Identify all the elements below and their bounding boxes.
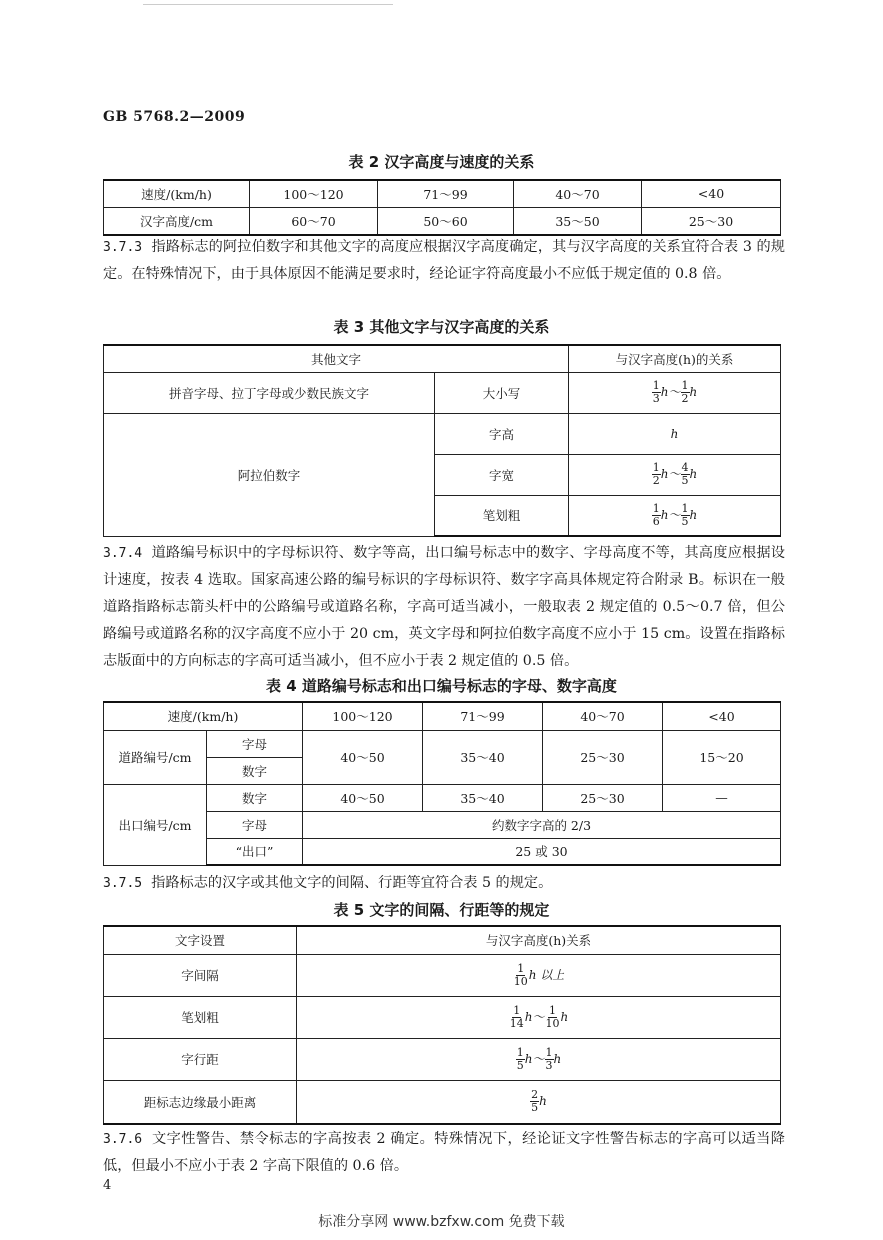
table5-relation-cell: $\frac{1}{10}$ h 以上 bbox=[297, 954, 781, 996]
paragraph-3-7-3 bbox=[103, 234, 785, 288]
fraction: $\frac{1}{10}$ bbox=[545, 1003, 560, 1030]
table4-head-cell: <40 bbox=[663, 702, 781, 730]
fraction: $\frac{1}{2}$ bbox=[652, 461, 660, 487]
table2-cell: 50～60 bbox=[378, 207, 514, 235]
table5-label-cell: 字间隔 bbox=[104, 954, 297, 996]
clause-number: 3.7.5 bbox=[103, 876, 143, 891]
table5-relation-cell: $\frac{1}{14}$ h～ $\frac{1}{10}$ h bbox=[297, 996, 781, 1038]
table4-caption: 表 4 道路编号标志和出口编号标志的字母、数字高度 bbox=[266, 677, 617, 695]
table5-caption: 表 5 文字的间隔、行距等的规定 bbox=[333, 901, 550, 919]
table3-caption: 表 3 其他文字与汉字高度的关系 bbox=[333, 318, 550, 336]
paragraph-text: 指路标志的阿拉伯数字和其他文字的高度应根据汉字高度确定，其与汉字高度的关系宜符合表 3 的规定。在特殊情况下，由于具体原因不能满足要求时，经论证字符高度最小不应低于规定值的 0.8 倍。 bbox=[103, 239, 785, 282]
table3-row bbox=[104, 345, 781, 372]
fraction: $\frac{2}{5}$ bbox=[531, 1088, 539, 1115]
table2-row bbox=[104, 207, 781, 235]
paragraph-3-7-4 bbox=[103, 540, 785, 675]
table4-sub-cell: 字母 bbox=[207, 811, 303, 838]
table3-sub-cell: 字宽 bbox=[435, 454, 569, 495]
table4-row bbox=[104, 730, 781, 757]
table2-cell: 71～99 bbox=[378, 180, 514, 207]
fraction: $\frac{1}{3}$ bbox=[652, 379, 660, 405]
table5-row bbox=[104, 954, 781, 996]
table5-row bbox=[104, 926, 781, 954]
fraction: $\frac{1}{14}$ bbox=[509, 1003, 524, 1030]
fraction: $\frac{4}{5}$ bbox=[681, 461, 689, 487]
fraction: $\frac{1}{5}$ bbox=[516, 1045, 524, 1072]
table5-label-cell: 距标志边缘最小距离 bbox=[104, 1080, 297, 1124]
clause-number: 3.7.6 bbox=[103, 1132, 143, 1147]
fraction: $\frac{1}{2}$ bbox=[681, 379, 689, 405]
table4-group-cell: 道路编号/cm bbox=[104, 730, 207, 784]
fraction: $\frac{1}{6}$ bbox=[652, 501, 660, 528]
table4-sub-cell: “出口” bbox=[207, 838, 303, 865]
table2-cell: 速度/(km/h) bbox=[104, 180, 250, 207]
table3-sub-cell: 笔划粗 bbox=[435, 495, 569, 536]
table3-relation-cell: h bbox=[569, 413, 781, 454]
table4-cell: 40～50 bbox=[303, 784, 423, 811]
table2-cell: 25～30 bbox=[642, 207, 781, 235]
table3-relation-cell: $\frac{1}{3}$ h～ $\frac{1}{2}$ h bbox=[569, 372, 781, 413]
page-number: 4 bbox=[103, 1178, 112, 1193]
table2 bbox=[103, 179, 781, 236]
table5-label-cell: 笔划粗 bbox=[104, 996, 297, 1038]
table4-group-cell: 出口编号/cm bbox=[104, 784, 207, 865]
table5-row bbox=[104, 1080, 781, 1124]
table4-head-cell: 71～99 bbox=[423, 702, 543, 730]
table5-relation-cell: $\frac{2}{5}$ h bbox=[297, 1080, 781, 1124]
table4-row bbox=[104, 702, 781, 730]
table4-cell: 25～30 bbox=[543, 730, 663, 784]
table3-row bbox=[104, 413, 781, 454]
table4-head-cell: 40～70 bbox=[543, 702, 663, 730]
fraction: $\frac{1}{5}$ bbox=[681, 501, 689, 528]
table3-header-cell: 其他文字 bbox=[104, 345, 569, 372]
table4-cell: 25 或 30 bbox=[303, 838, 781, 865]
table3-relation-cell: $\frac{1}{6}$ h～ $\frac{1}{5}$ h bbox=[569, 495, 781, 536]
table4-sub-cell: 数字 bbox=[207, 757, 303, 784]
footer-watermark: 标准分享网 www.bzfxw.com 免费下载 bbox=[318, 1214, 565, 1230]
table5-header-cell: 与汉字高度(h)关系 bbox=[297, 926, 781, 954]
paragraph-text: 文字性警告、禁令标志的字高按表 2 确定。特殊情况下，经论证文字性警告标志的字高可以适当降低，但最小不应小于表 2 字高下限值的 0.6 倍。 bbox=[103, 1131, 785, 1174]
table2-cell: 60～70 bbox=[250, 207, 378, 235]
paragraph-text: 道路编号标识中的字母标识符、数字等高，出口编号标志中的数字、字母高度不等，其高度应根据设计速度，按表 4 选取。国家高速公路的编号标识的字母标识符、数字字高具体规定符合附录 B。标识在一般道路指路标志箭头杆中的公路编号或道路名称，字高可适当减小，一般取表 2 规定值的 0.5～0.7 倍，但公路编号或道路名称的汉字高度不应小于 20 cm，英文字母和阿拉伯数字高度不应小于 15 cm。设置在指路标志版面中的方向标志的字高可适当减小，但不应小于表 2 规定值的 0.5 倍。 bbox=[103, 545, 785, 669]
table2-caption: 表 2 汉字高度与速度的关系 bbox=[348, 153, 535, 171]
paragraph-3-7-6 bbox=[103, 1126, 785, 1180]
table5-row bbox=[104, 996, 781, 1038]
table4 bbox=[103, 701, 781, 866]
table2-cell: 汉字高度/cm bbox=[104, 207, 250, 235]
table5-label-cell: 字行距 bbox=[104, 1038, 297, 1080]
table3-sub-cell: 大小写 bbox=[435, 372, 569, 413]
table4-cell: 25～30 bbox=[543, 784, 663, 811]
top-rule bbox=[143, 4, 393, 5]
table4-row bbox=[104, 784, 781, 811]
table4-head-cell: 速度/(km/h) bbox=[104, 702, 303, 730]
table4-cell: 15～20 bbox=[663, 730, 781, 784]
table4-sub-cell: 数字 bbox=[207, 784, 303, 811]
table2-cell: 100～120 bbox=[250, 180, 378, 207]
table3-row bbox=[104, 372, 781, 413]
table4-sub-cell: 字母 bbox=[207, 730, 303, 757]
table4-cell: — bbox=[663, 784, 781, 811]
table5-row bbox=[104, 1038, 781, 1080]
table5-header-cell: 文字设置 bbox=[104, 926, 297, 954]
fraction: $\frac{1}{10}$ bbox=[513, 961, 528, 988]
standard-number: GB 5768.2—2009 bbox=[103, 109, 246, 125]
table3-group-cell: 拼音字母、拉丁字母或少数民族文字 bbox=[104, 372, 435, 413]
table2-cell: <40 bbox=[642, 180, 781, 207]
table2-row bbox=[104, 180, 781, 207]
table4-cell: 40～50 bbox=[303, 730, 423, 784]
table3-relation-cell: $\frac{1}{2}$ h～ $\frac{4}{5}$ h bbox=[569, 454, 781, 495]
clause-number: 3.7.4 bbox=[103, 546, 143, 561]
fraction: $\frac{1}{3}$ bbox=[545, 1045, 553, 1072]
table3-sub-cell: 字高 bbox=[435, 413, 569, 454]
table2-cell: 35～50 bbox=[514, 207, 642, 235]
table3-group-cell: 阿拉伯数字 bbox=[104, 413, 435, 536]
table4-cell: 35～40 bbox=[423, 784, 543, 811]
table4-cell: 35～40 bbox=[423, 730, 543, 784]
table4-head-cell: 100～120 bbox=[303, 702, 423, 730]
paragraph-3-7-5 bbox=[103, 870, 785, 897]
table5 bbox=[103, 925, 781, 1125]
clause-number: 3.7.3 bbox=[103, 240, 143, 255]
table5-relation-cell: $\frac{1}{5}$ h～ $\frac{1}{3}$ h bbox=[297, 1038, 781, 1080]
table4-cell: 约数字字高的 2/3 bbox=[303, 811, 781, 838]
paragraph-text: 指路标志的汉字或其他文字的间隔、行距等宜符合表 5 的规定。 bbox=[151, 875, 553, 891]
table3-header-cell: 与汉字高度(h)的关系 bbox=[569, 345, 781, 372]
table2-cell: 40～70 bbox=[514, 180, 642, 207]
table3 bbox=[103, 344, 781, 537]
